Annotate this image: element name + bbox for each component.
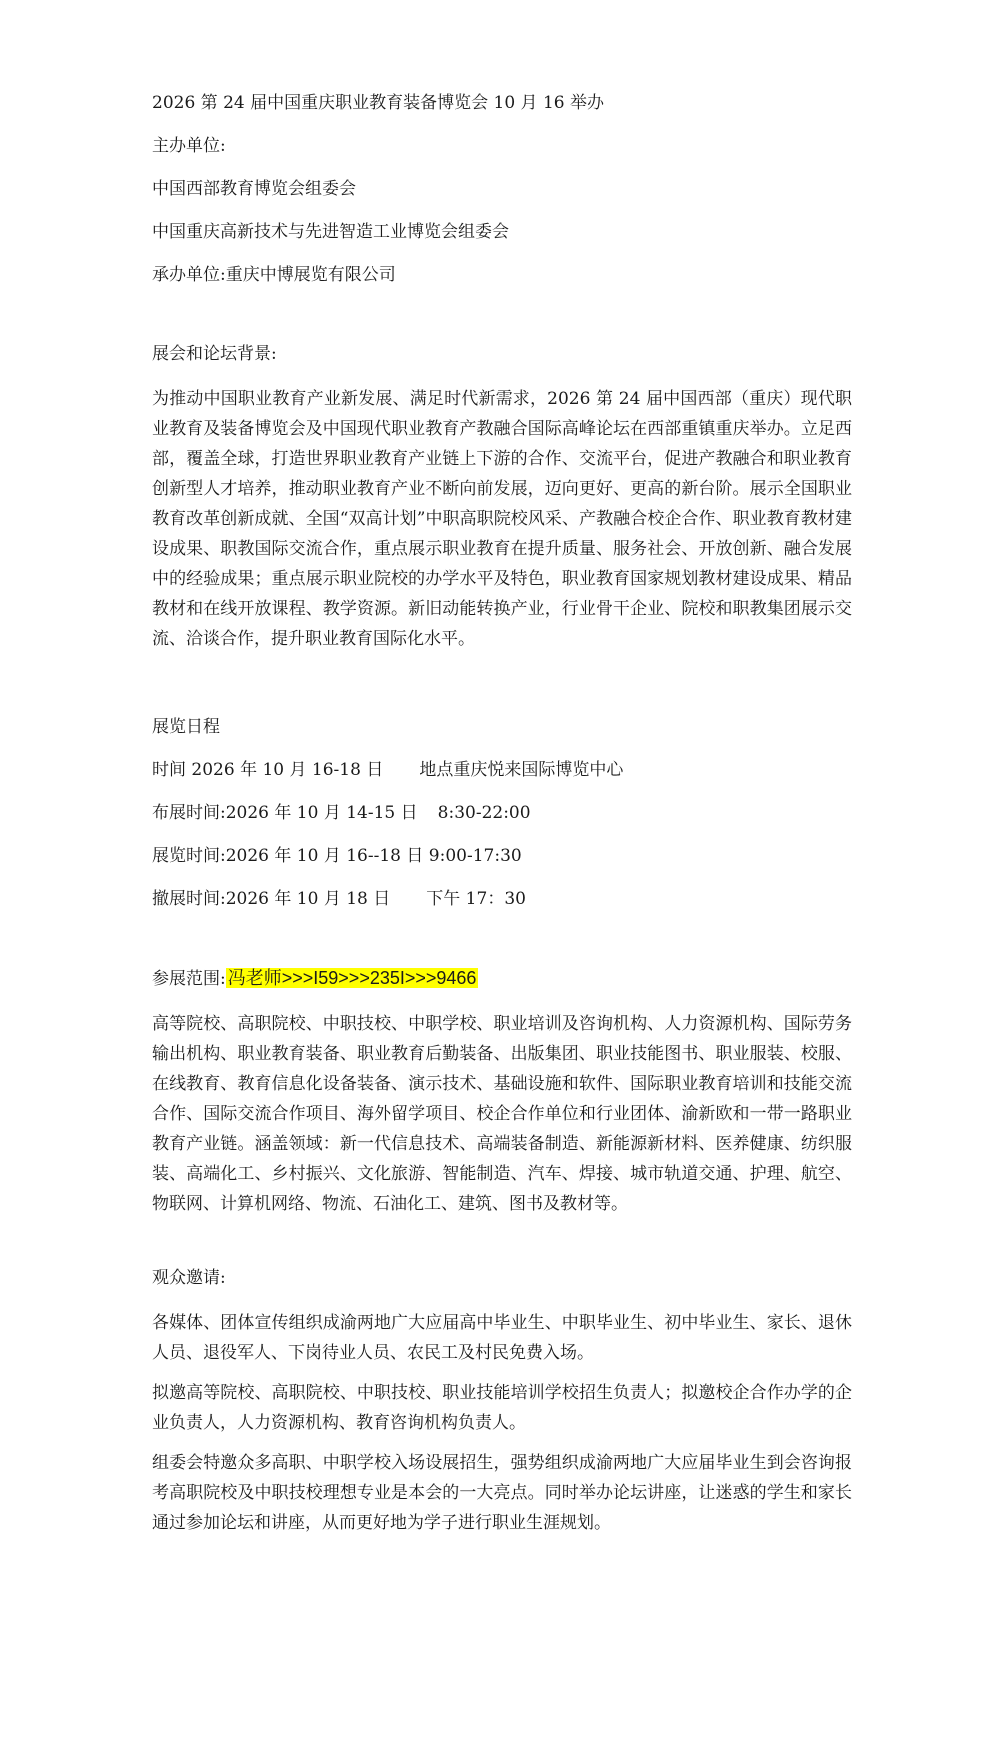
- setup-hours: 8:30-22:00: [437, 803, 531, 823]
- undertaker-line: 承办单位:重庆中博展览有限公司: [152, 265, 396, 285]
- background-paragraph: 为推动中国职业教育产业新发展、满足时代新需求，2026 第 24 届中国西部（重庆）现代职业教育及装备博览会及中国现代职业教育产教融合国际高峰论坛在西部重镇重庆举办。立足西部，覆盖全球，打造世界职业教育产业链上下游的合作、交流平台，促进产教融合和职业教育创新型人才培养，推动职业教育产业不断向前发展，迈向更好、更高的新台阶。展示全国职业教育改革创新成就、全国“双高计划”中职高职院校风采、产教融合校企合作、职业教育教材建设成果、职教国际交流合作，重点展示职业教育在提升质量、服务社会、开放创新、融合发展中的经验成果；重点展示职业院校的办学水平及特色，职业教育国家规划教材建设成果、精品教材和在线开放课程、教学资源。新旧动能转换产业，行业骨干企业、院校和职教集团展示交流、洽谈合作，提升职业教育国际化水平。: [152, 389, 852, 649]
- contact-highlight: 冯老师>>>I59>>>235I>>>9466: [227, 968, 477, 988]
- teardown-time-line: [152, 886, 852, 912]
- background-heading: 展会和论坛背景:: [152, 344, 277, 364]
- organizer-item: 中国重庆高新技术与先进智造工业博览会组委会: [152, 222, 509, 242]
- setup-time: 布展时间:2026 年 10 月 14-15 日: [152, 803, 418, 823]
- audience-paragraph: 拟邀高等院校、高职院校、中职技校、职业技能培训学校招生负责人；拟邀校企合作办学的企业负责人，人力资源机构、教育咨询机构负责人。: [152, 1383, 852, 1433]
- audience-paragraph: 各媒体、团体宣传组织成渝两地广大应届高中毕业生、中职毕业生、初中毕业生、家长、退休人员、退役军人、下岗待业人员、农民工及村民免费入场。: [152, 1313, 852, 1363]
- scope-label-line: [152, 965, 852, 992]
- schedule-time: 时间 2026 年 10 月 16-18 日: [152, 760, 384, 780]
- scope-paragraph: 高等院校、高职院校、中职技校、中职学校、职业培训及咨询机构、人力资源机构、国际劳务输出机构、职业教育装备、职业教育后勤装备、出版集团、职业技能图书、职业服装、校服、在线教育、教育信息化设备装备、演示技术、基础设施和软件、国际职业教育培训和技能交流合作、国际交流合作项目、海外留学项目、校企合作单位和行业团体、渝新欧和一带一路职业教育产业链。涵盖领域：新一代信息技术、高端装备制造、新能源新材料、医养健康、纺织服装、高端化工、乡村振兴、文化旅游、智能制造、汽车、焊接、城市轨道交通、护理、航空、物联网、计算机网络、物流、石油化工、建筑、图书及教材等。: [152, 1014, 852, 1214]
- document-page: [152, 90, 852, 1548]
- schedule-time-line: [152, 757, 852, 783]
- document-title: 2026 第 24 届中国重庆职业教育装备博览会 10 月 16 举办: [152, 93, 604, 113]
- organizers-label: 主办单位:: [152, 136, 226, 156]
- schedule-venue: 地点重庆悦来国际博览中心: [419, 760, 624, 780]
- audience-paragraph: 组委会特邀众多高职、中职学校入场设展招生，强势组织成渝两地广大应届毕业生到会咨询报考高职院校及中职技校理想专业是本会的一大亮点。同时举办论坛讲座，让迷惑的学生和家长通过参加论坛和讲座，从而更好地为学子进行职业生涯规划。: [152, 1453, 852, 1533]
- scope-label: 参展范围:: [152, 969, 226, 989]
- teardown-time: 撤展时间:2026 年 10 月 18 日: [152, 889, 391, 909]
- setup-time-line: [152, 800, 852, 826]
- organizer-item: 中国西部教育博览会组委会: [152, 179, 356, 199]
- schedule-heading: 展览日程: [152, 717, 220, 737]
- exhibit-time-line: 展览时间:2026 年 10 月 16--18 日 9:00-17:30: [152, 846, 522, 866]
- teardown-hour: 下午 17：30: [426, 889, 526, 909]
- audience-heading: 观众邀请:: [152, 1268, 226, 1288]
